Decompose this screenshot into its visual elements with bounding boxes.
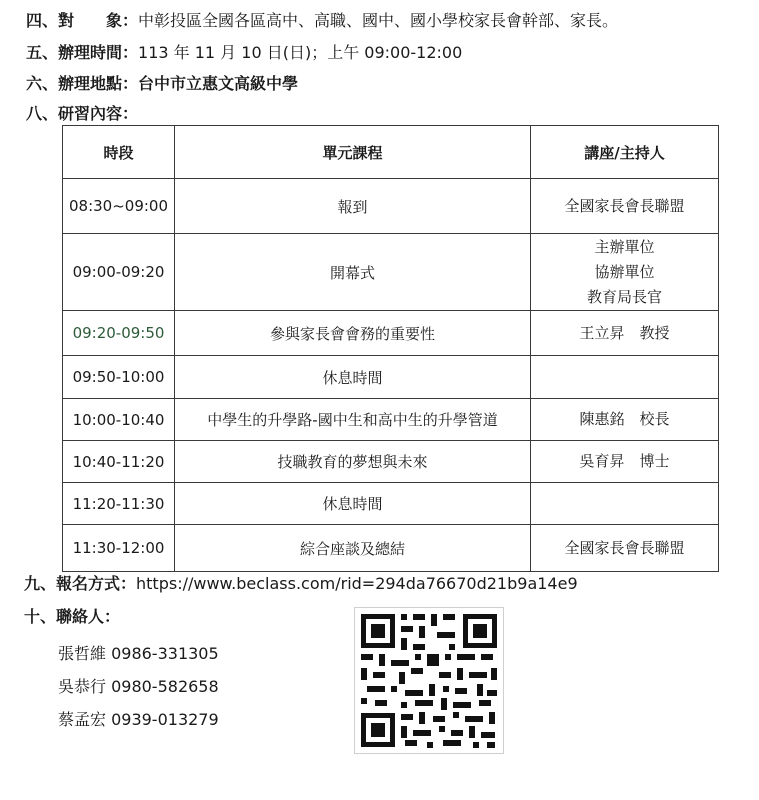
cell-time: 09:00-09:20 <box>63 234 175 311</box>
event-time-value: 113 年 11 月 10 日(日)；上午 09:00-12:00 <box>138 43 463 62</box>
cell-course: 中學生的升學路-國中生和高中生的升學管道 <box>175 399 531 441</box>
cell-time: 10:00-10:40 <box>63 399 175 441</box>
event-time-label: 五、辦理時間： <box>26 43 139 62</box>
table-row <box>63 441 719 483</box>
cell-host <box>531 311 719 356</box>
qr-code-graphic <box>355 608 503 753</box>
program-content-label: 八、研習內容： <box>26 104 139 123</box>
cell-time: 08:30~09:00 <box>63 179 175 234</box>
header-time: 時段 <box>63 126 175 179</box>
cell-course: 技職教育的夢想與未來 <box>175 441 531 483</box>
cell-course: 休息時間 <box>175 356 531 399</box>
cell-time: 09:20-09:50 <box>63 311 175 356</box>
registration-label: 九、報名方式： <box>24 574 137 593</box>
target-audience-label: 四、對 象： <box>26 11 139 30</box>
target-audience-value: 中彰投區全國各區高中、高職、國中、國小學校家長會幹部、家長。 <box>138 11 619 30</box>
cell-host <box>531 234 719 311</box>
cell-host <box>531 525 719 572</box>
cell-course: 休息時間 <box>175 483 531 525</box>
event-location-line <box>26 73 298 95</box>
target-audience-line <box>26 10 618 32</box>
host-name: 王立昇 教授 <box>579 323 670 342</box>
cell-time: 11:20-11:30 <box>63 483 175 525</box>
cell-host <box>531 441 719 483</box>
contact-person: 蔡孟宏 0939-013279 <box>58 710 219 729</box>
event-time-line <box>26 42 462 64</box>
cell-host <box>531 483 719 525</box>
table-row <box>63 483 719 525</box>
event-location-label: 六、辦理地點： <box>26 74 139 93</box>
table-row <box>63 234 719 311</box>
contact-heading-label: 十、聯絡人： <box>24 607 121 626</box>
cell-course: 報到 <box>175 179 531 234</box>
header-course: 單元課程 <box>175 126 531 179</box>
cell-time: 09:50-10:00 <box>63 356 175 399</box>
table-row <box>63 179 719 234</box>
cell-course: 綜合座談及總結 <box>175 525 531 572</box>
host-name: 教育局長官 <box>586 287 662 306</box>
table-row <box>63 399 719 441</box>
host-name: 全國家長會長聯盟 <box>564 196 685 215</box>
cell-host <box>531 356 719 399</box>
host-name: 主辦單位 <box>594 237 655 256</box>
table-row <box>63 311 719 356</box>
header-host: 講座/主持人 <box>531 126 719 179</box>
table-header-row <box>63 126 719 179</box>
cell-time: 10:40-11:20 <box>63 441 175 483</box>
schedule-table <box>62 125 719 572</box>
cell-course: 參與家長會會務的重要性 <box>175 311 531 356</box>
cell-host <box>531 179 719 234</box>
host-name: 協辦單位 <box>594 262 655 281</box>
host-name: 吳育昇 博士 <box>579 452 670 470</box>
contact-heading-line <box>24 606 120 628</box>
cell-time: 11:30-12:00 <box>63 525 175 572</box>
host-name: 陳惠銘 校長 <box>579 410 670 428</box>
cell-course: 開幕式 <box>175 234 531 311</box>
qr-code-image <box>354 607 504 754</box>
table-row <box>63 356 719 399</box>
contact-person: 吳恭行 0980-582658 <box>58 677 219 696</box>
program-content-line <box>26 103 138 125</box>
registration-line <box>24 573 578 595</box>
contact-person: 張哲維 0986-331305 <box>58 644 219 663</box>
registration-link[interactable]: https://www.beclass.com/rid=294da76670d21b9a14e9 <box>136 574 578 593</box>
table-row <box>63 525 719 572</box>
host-name: 全國家長會長聯盟 <box>564 538 685 557</box>
event-location-value: 台中市立惠文高級中學 <box>138 74 299 93</box>
cell-host <box>531 399 719 441</box>
